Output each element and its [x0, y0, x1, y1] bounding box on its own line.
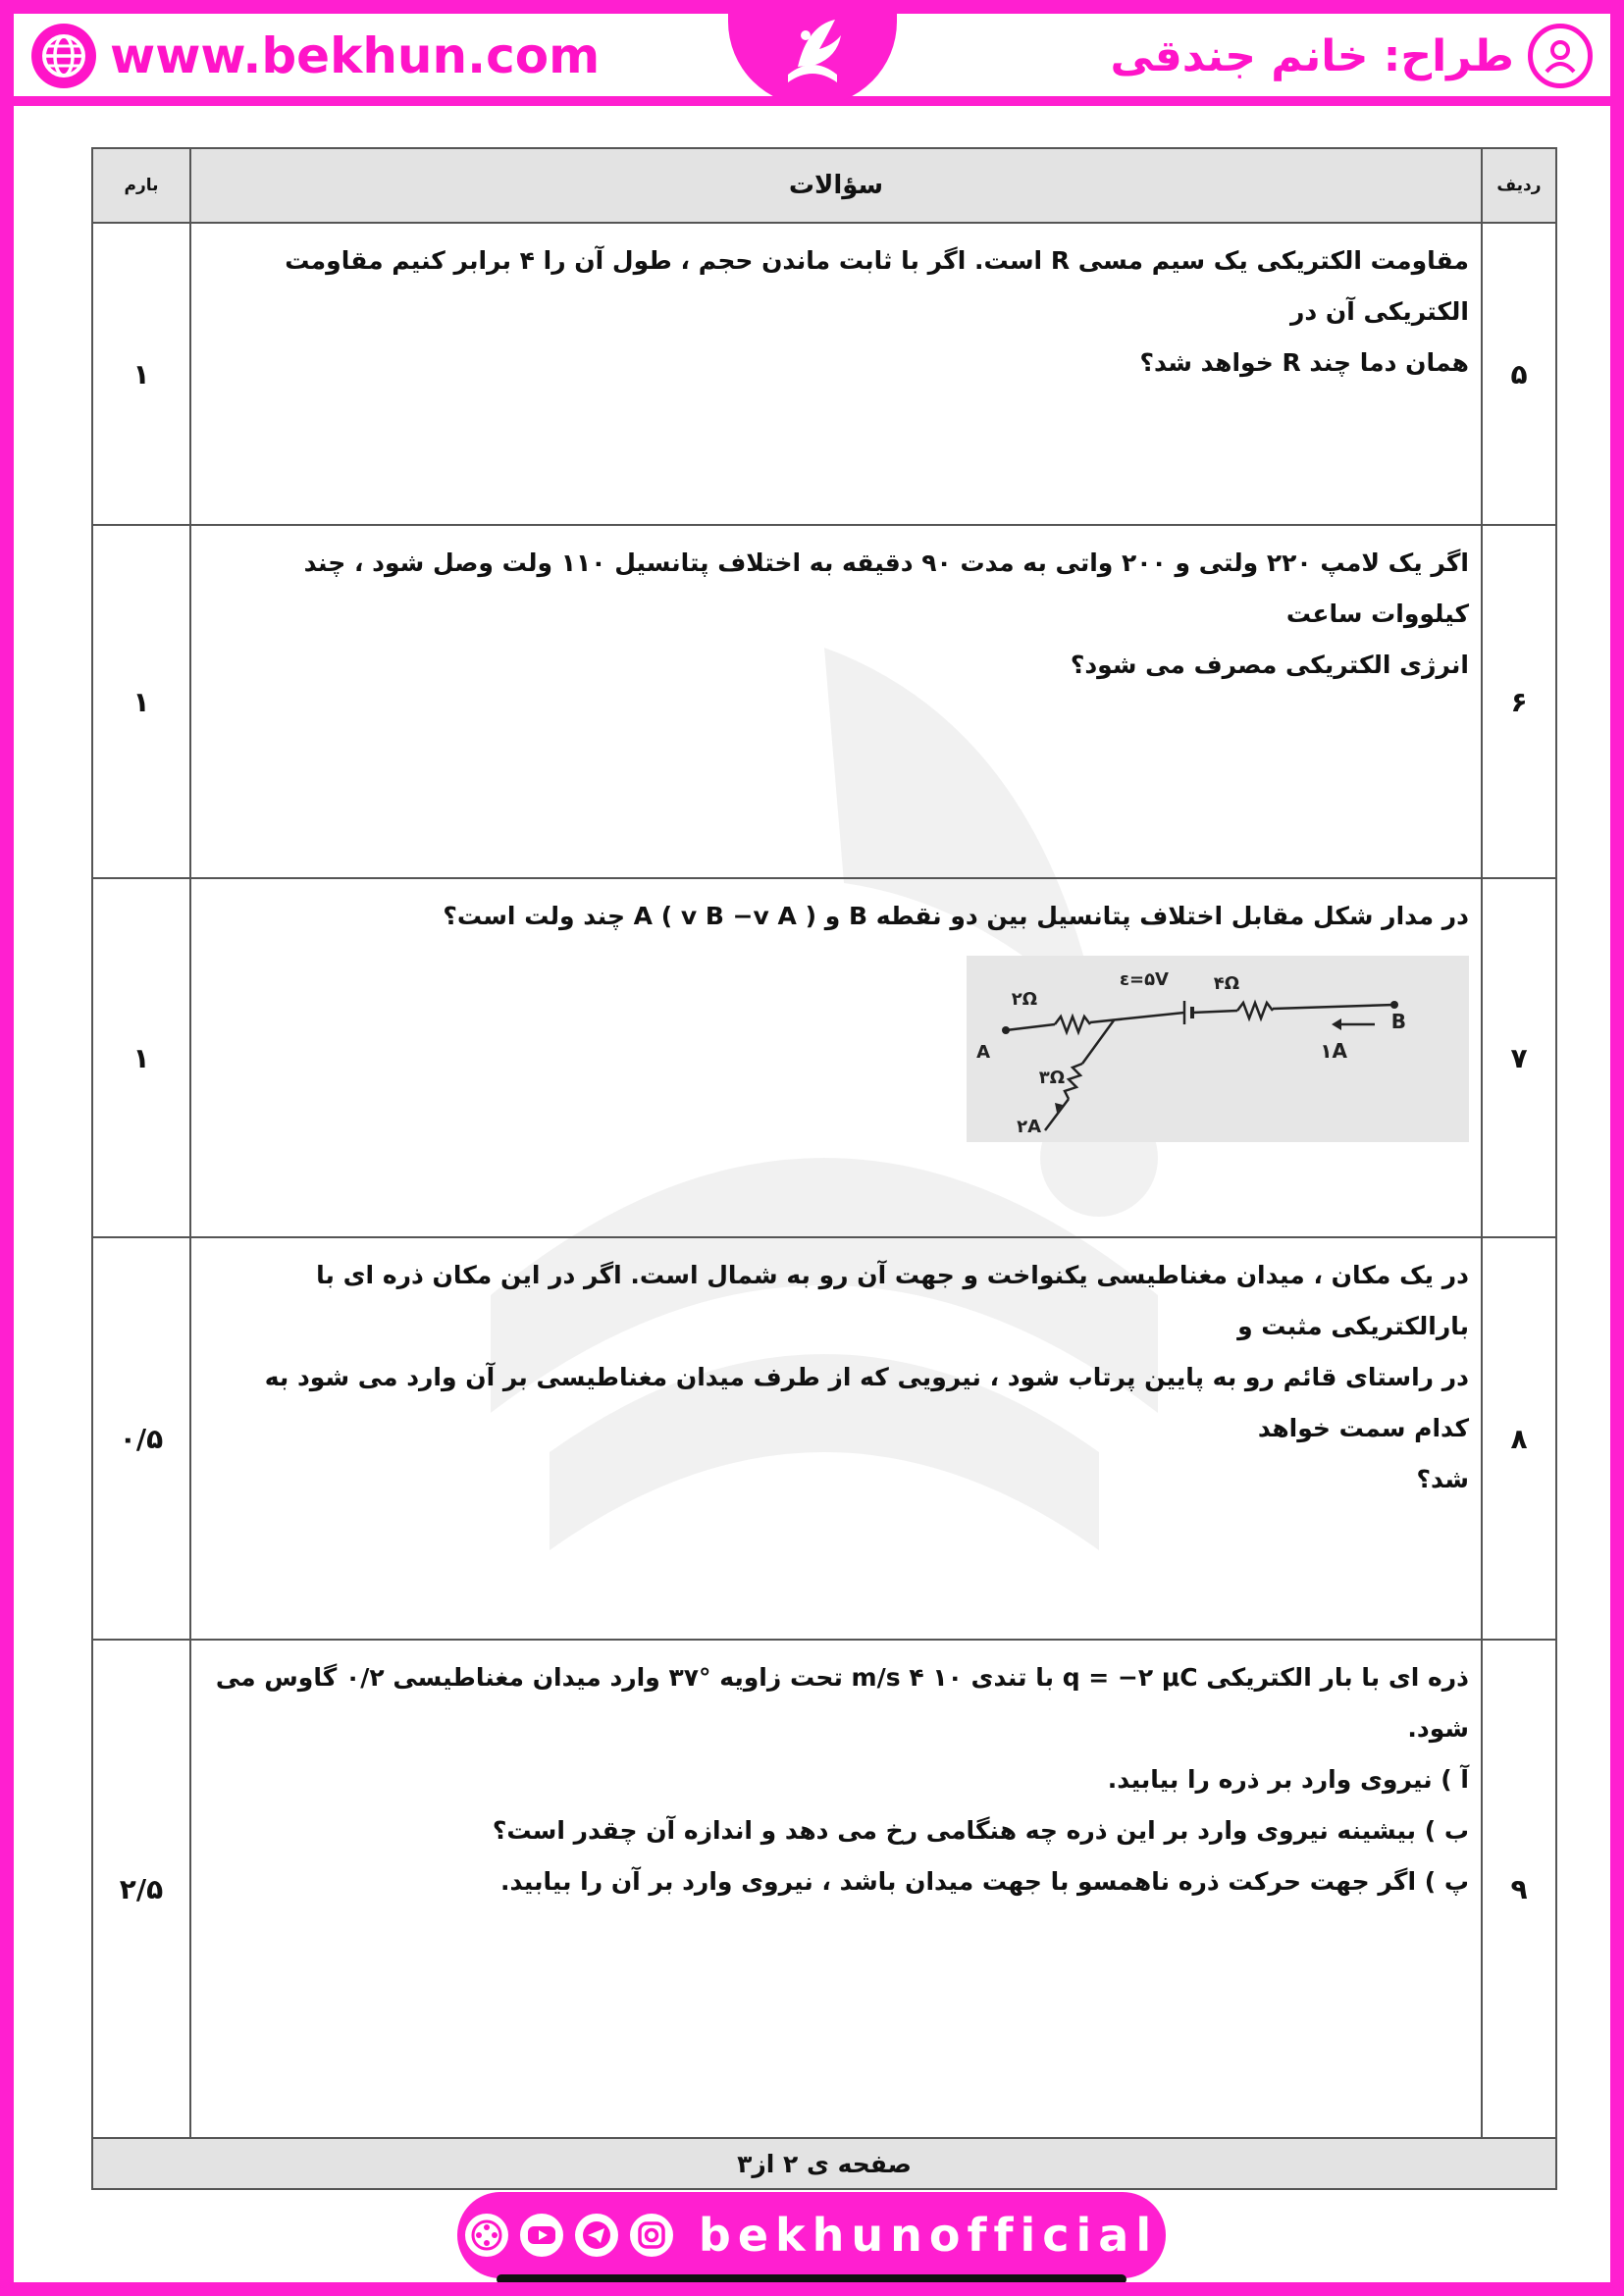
- question-text: [190, 525, 1482, 878]
- question-row-8: [92, 1237, 1556, 1640]
- question-score: ۲/۵: [92, 1640, 190, 2138]
- website-link[interactable]: [31, 22, 600, 90]
- question-line: ب ) بیشینه نیروی وارد بر این ذره چه هنگامی رخ می دهد و اندازه آن چقدر است؟: [492, 1816, 1469, 1845]
- circuit-label-emf: ε=۵V: [1119, 969, 1169, 990]
- telegram-icon[interactable]: [575, 2214, 618, 2257]
- designer-credit: [1110, 22, 1593, 90]
- question-text: [190, 1237, 1482, 1640]
- social-bar-shadow: [497, 2274, 1126, 2284]
- question-row-6: [92, 525, 1556, 878]
- question-line: پ ) اگر جهت حرکت ذره ناهمسو با جهت میدان باشد ، نیروی وارد بر آن را بیابید.: [499, 1867, 1469, 1896]
- question-score: ۰/۵: [92, 1237, 190, 1640]
- question-line: آ ) نیروی وارد بر ذره را بیابید.: [1107, 1765, 1469, 1794]
- circuit-label-b: B: [1390, 1010, 1406, 1033]
- page-number: صفحه ی ۲ از۳: [92, 2138, 1556, 2189]
- question-line: در مدار شکل مقابل اختلاف پتانسیل بین دو نقطه B و A ( v B −v A ) چند ولت است؟: [443, 902, 1469, 930]
- question-line: ذره ای با بار الکتریکی q = −۲ μC با تندی ۱۰ ۴ m/s تحت زاویه °۳۷ وارد میدان مغناطیسی ۰/۲ گاوس می شود.: [215, 1663, 1469, 1743]
- globe-icon: [31, 24, 96, 88]
- header-questions: سؤالات: [190, 148, 1482, 223]
- header-row-number: ردیف: [1482, 148, 1556, 223]
- circuit-label-r3: ۳Ω: [1038, 1068, 1065, 1088]
- aparat-icon[interactable]: [465, 2214, 508, 2257]
- question-line: اگر یک لامپ ۲۲۰ ولتی و ۲۰۰ واتی به مدت ۹۰ دقیقه به اختلاف پتانسیل ۱۱۰ ولت وصل شود ، چند کیلووات ساعت: [303, 548, 1469, 628]
- question-text: [190, 878, 1482, 1237]
- person-icon: [1528, 24, 1593, 88]
- question-text: [190, 1640, 1482, 2138]
- question-line: در یک مکان ، میدان مغناطیسی یکنواخت و جهت آن رو به شمال است. اگر در این مکان ذره ای با بارالکتریکی مثبت و: [316, 1261, 1469, 1340]
- circuit-label-current-2: ۲A: [1017, 1117, 1041, 1137]
- youtube-icon[interactable]: [520, 2214, 563, 2257]
- social-handle[interactable]: bekhunofficial: [698, 2209, 1159, 2262]
- question-score: ۱: [92, 223, 190, 525]
- circuit-label-r2: ۴Ω: [1213, 973, 1239, 994]
- circuit-label-a: A: [976, 1042, 990, 1063]
- question-line: در راستای قائم رو به پایین پرتاب شود ، نیرویی که از طرف میدان مغناطیسی بر آن وارد می شود به کدام سمت خواهد: [264, 1363, 1469, 1442]
- header-score: بارم: [92, 148, 190, 223]
- question-row-7: [92, 878, 1556, 1237]
- question-number: ۵: [1482, 223, 1556, 525]
- question-line: مقاومت الکتریکی یک سیم مسی R است. اگر با ثابت ماندن حجم ، طول آن را ۴ برابر کنیم مقاومت الکتریکی آن در: [285, 246, 1469, 326]
- question-row-9: [92, 1640, 1556, 2138]
- question-text: [190, 223, 1482, 525]
- social-bar[interactable]: [457, 2192, 1166, 2278]
- circuit-diagram: [967, 956, 1469, 1142]
- question-line: همان دما چند R خواهد شد؟: [1139, 348, 1469, 377]
- questions-table: [91, 147, 1557, 2190]
- question-line: انرژی الکتریکی مصرف می شود؟: [1070, 651, 1469, 679]
- instagram-icon[interactable]: [630, 2214, 673, 2257]
- table-header-row: [92, 148, 1556, 223]
- question-score: ۱: [92, 525, 190, 878]
- website-text: www.bekhun.com: [110, 27, 601, 84]
- circuit-label-current-1: ۱A: [1320, 1039, 1347, 1063]
- question-number: ۷: [1482, 878, 1556, 1237]
- designer-text: طراح: خانم جندقی: [1110, 30, 1514, 81]
- table-footer-row: [92, 2138, 1556, 2189]
- question-score: ۱: [92, 878, 190, 1237]
- question-row-5: [92, 223, 1556, 525]
- question-number: ۹: [1482, 1640, 1556, 2138]
- circuit-label-r1: ۲Ω: [1011, 989, 1037, 1010]
- question-number: ۸: [1482, 1237, 1556, 1640]
- question-line: شد؟: [1416, 1465, 1469, 1493]
- question-number: ۶: [1482, 525, 1556, 878]
